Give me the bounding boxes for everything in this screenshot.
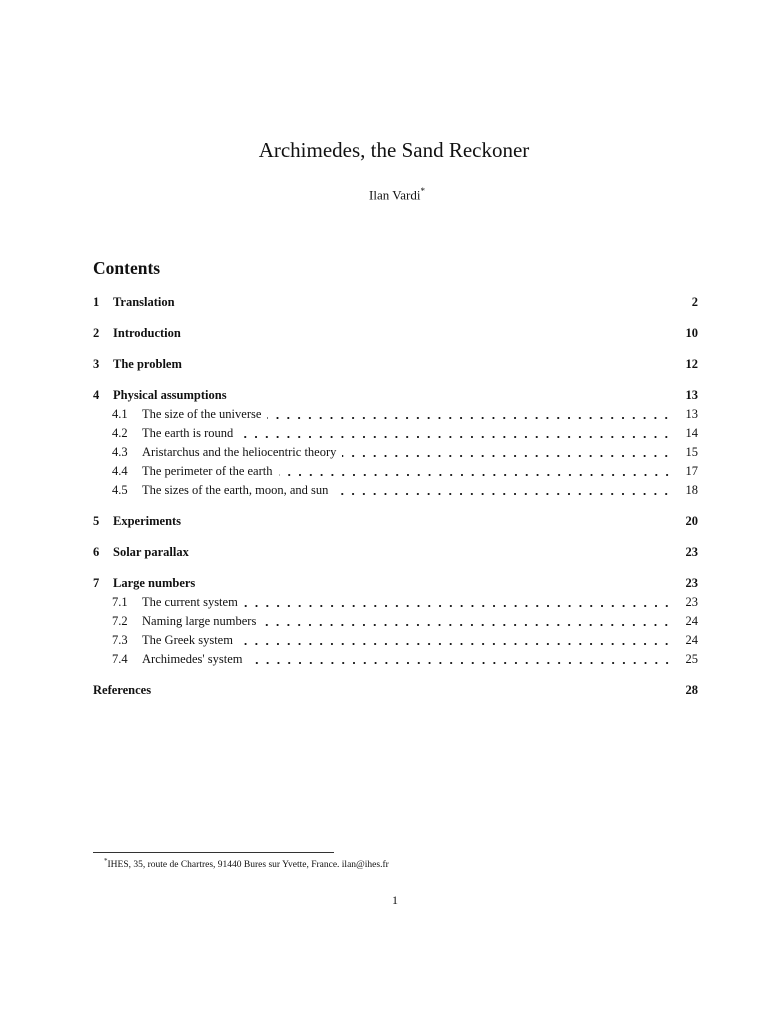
toc-subsection-entry[interactable] bbox=[93, 462, 698, 481]
toc-subsection-label: Aristarchus and the heliocentric theory bbox=[142, 445, 337, 459]
toc-subsection-entry[interactable] bbox=[93, 424, 698, 443]
toc-section-label: Experiments bbox=[113, 514, 182, 528]
toc-section-label: Solar parallax bbox=[113, 545, 189, 559]
toc-subsection-entry[interactable] bbox=[93, 631, 698, 650]
toc-subsection-number: 4.5 bbox=[112, 483, 128, 497]
table-of-contents bbox=[93, 293, 698, 700]
toc-subsection-label: The earth is round bbox=[142, 426, 234, 440]
toc-section-label: References bbox=[93, 683, 152, 697]
footnote-text: IHES, 35, route de Chartres, 91440 Bures sur Yvette, France. ilan@ihes.fr bbox=[107, 860, 389, 871]
toc-section-number: 5 bbox=[93, 514, 100, 528]
toc-section-entry[interactable] bbox=[93, 543, 698, 562]
toc-section-page: 20 bbox=[685, 514, 698, 528]
toc-dot-leader bbox=[334, 492, 672, 496]
page-number: 1 bbox=[392, 893, 398, 907]
toc-subsection-page: 15 bbox=[685, 445, 698, 459]
toc-section-page: 23 bbox=[685, 576, 698, 590]
toc-section-page: 13 bbox=[685, 388, 698, 402]
toc-subsection-page: 17 bbox=[685, 464, 698, 478]
footnote-mark: * bbox=[104, 857, 108, 865]
toc-subsection-number: 7.1 bbox=[112, 595, 128, 609]
toc-dot-leader bbox=[244, 604, 672, 608]
toc-section-label: Physical assumptions bbox=[113, 388, 227, 402]
toc-section-page: 2 bbox=[691, 295, 698, 309]
toc-dot-leader bbox=[239, 435, 672, 439]
footnote-rule bbox=[93, 852, 334, 853]
toc-gap bbox=[93, 669, 698, 681]
toc-gap bbox=[93, 531, 698, 543]
toc-subsection-number: 4.2 bbox=[112, 426, 128, 440]
toc-subsection-page: 18 bbox=[685, 483, 698, 497]
toc-section-page: 12 bbox=[685, 357, 698, 371]
toc-dot-leader bbox=[279, 473, 673, 477]
toc-subsection-page: 23 bbox=[685, 595, 698, 609]
toc-subsection-label: The sizes of the earth, moon, and sun bbox=[142, 483, 329, 497]
toc-section-number: 7 bbox=[93, 576, 100, 590]
footnote bbox=[104, 857, 389, 870]
toc-subsection-number: 4.4 bbox=[112, 464, 128, 478]
toc-section-entry[interactable] bbox=[93, 293, 698, 312]
toc-section-entry[interactable] bbox=[93, 324, 698, 343]
author-line bbox=[0, 186, 768, 203]
toc-subsection-page: 13 bbox=[685, 407, 698, 421]
toc-gap bbox=[93, 374, 698, 386]
toc-section-page: 10 bbox=[685, 326, 698, 340]
toc-subsection-entry[interactable] bbox=[93, 593, 698, 612]
author-name: Ilan Vardi bbox=[369, 187, 421, 203]
toc-dot-leader bbox=[267, 416, 672, 420]
toc-section-entry[interactable] bbox=[93, 681, 698, 700]
toc-subsection-page: 24 bbox=[685, 633, 698, 647]
toc-section-label: Introduction bbox=[113, 326, 181, 340]
toc-section-page: 28 bbox=[685, 683, 698, 697]
author-footnote-mark: * bbox=[420, 186, 425, 196]
toc-subsection-label: The current system bbox=[142, 595, 238, 609]
toc-subsection-number: 7.4 bbox=[112, 652, 128, 666]
toc-gap bbox=[93, 343, 698, 355]
toc-dot-leader bbox=[249, 661, 673, 665]
toc-subsection-entry[interactable] bbox=[93, 443, 698, 462]
toc-section-entry[interactable] bbox=[93, 512, 698, 531]
toc-section-label: Translation bbox=[113, 295, 175, 309]
toc-section-entry[interactable] bbox=[93, 355, 698, 374]
toc-subsection-label: Archimedes' system bbox=[142, 652, 243, 666]
toc-subsection-entry[interactable] bbox=[93, 405, 698, 424]
toc-section-number: 2 bbox=[93, 326, 100, 340]
toc-subsection-page: 24 bbox=[685, 614, 698, 628]
toc-section-label: Large numbers bbox=[113, 576, 196, 590]
toc-subsection-number: 7.3 bbox=[112, 633, 128, 647]
toc-section-entry[interactable] bbox=[93, 574, 698, 593]
toc-subsection-label: The size of the universe bbox=[142, 407, 262, 421]
toc-gap bbox=[93, 562, 698, 574]
toc-subsection-label: Naming large numbers bbox=[142, 614, 257, 628]
toc-section-label: The problem bbox=[113, 357, 182, 371]
contents-heading: Contents bbox=[93, 258, 161, 278]
toc-subsection-entry[interactable] bbox=[93, 650, 698, 669]
toc-gap bbox=[93, 312, 698, 324]
toc-subsection-label: The Greek system bbox=[142, 633, 233, 647]
toc-dot-leader bbox=[239, 642, 672, 646]
toc-subsection-entry[interactable] bbox=[93, 481, 698, 500]
toc-subsection-entry[interactable] bbox=[93, 612, 698, 631]
toc-dot-leader bbox=[342, 454, 672, 458]
toc-subsection-page: 14 bbox=[685, 426, 698, 440]
toc-dot-leader bbox=[262, 623, 672, 627]
toc-section-entry[interactable] bbox=[93, 386, 698, 405]
toc-subsection-page: 25 bbox=[685, 652, 698, 666]
toc-section-number: 4 bbox=[93, 388, 100, 402]
toc-section-number: 3 bbox=[93, 357, 100, 371]
toc-section-number: 6 bbox=[93, 545, 100, 559]
toc-subsection-label: The perimeter of the earth bbox=[142, 464, 273, 478]
toc-subsection-number: 7.2 bbox=[112, 614, 128, 628]
toc-subsection-number: 4.3 bbox=[112, 445, 128, 459]
toc-gap bbox=[93, 500, 698, 512]
paper-title: Archimedes, the Sand Reckoner bbox=[258, 138, 530, 162]
toc-subsection-number: 4.1 bbox=[112, 407, 128, 421]
toc-section-page: 23 bbox=[685, 545, 698, 559]
toc-section-number: 1 bbox=[93, 295, 100, 309]
